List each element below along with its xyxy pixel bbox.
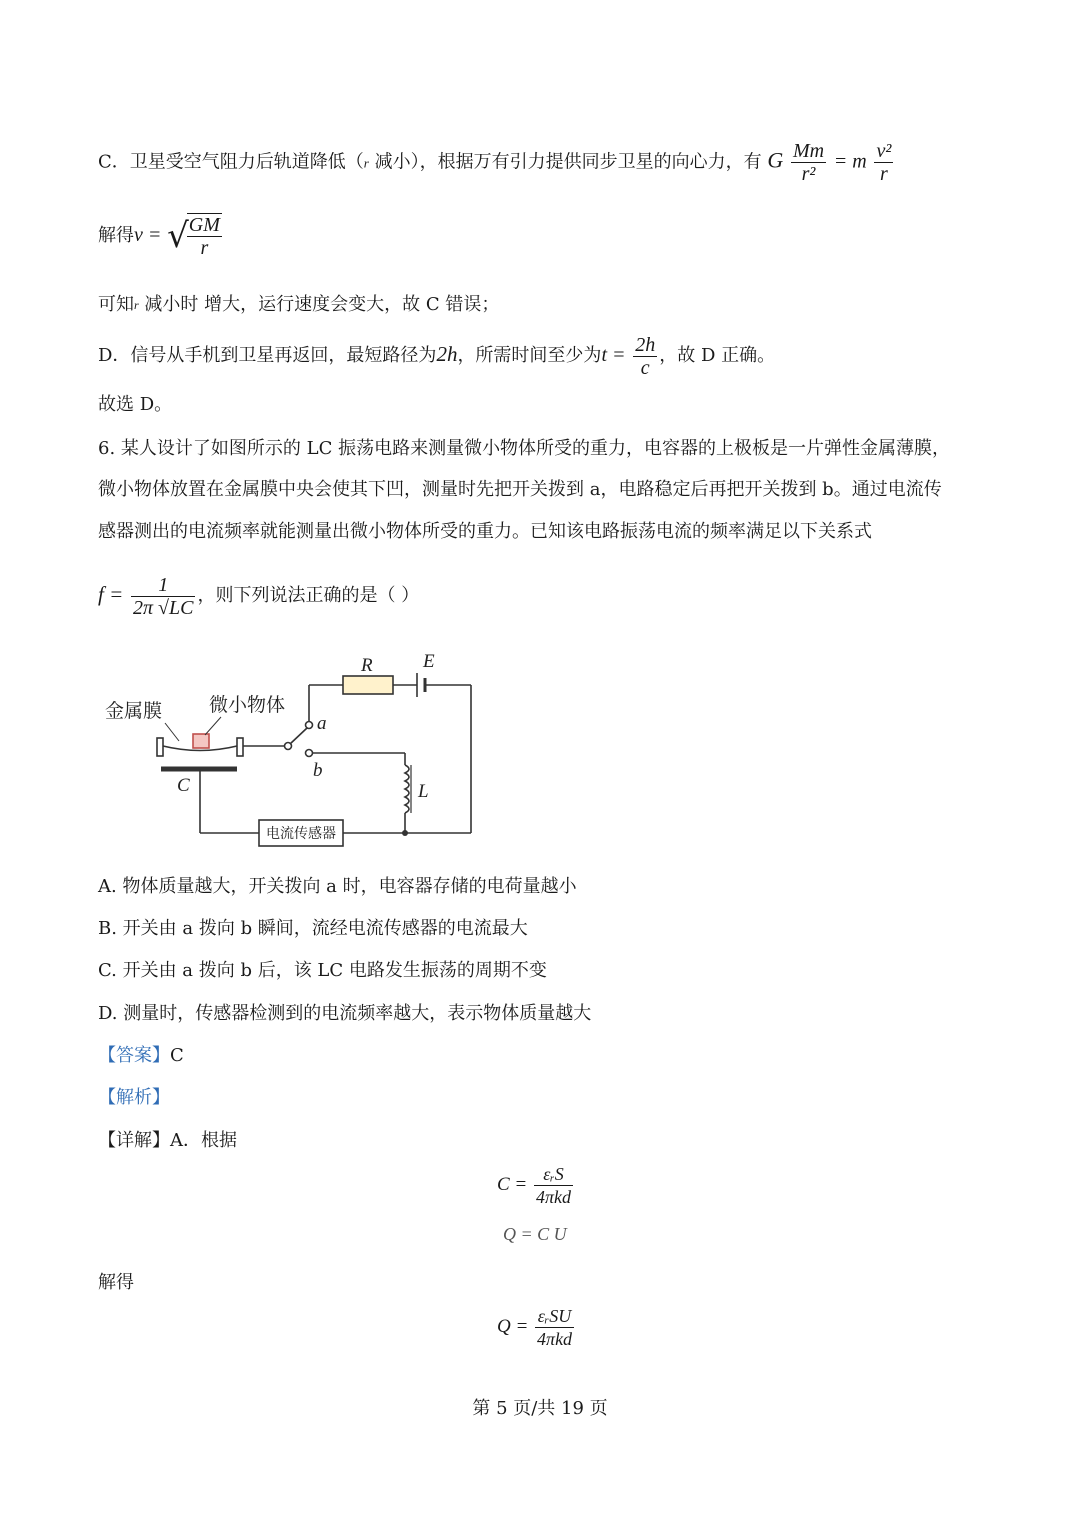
q5-c-r2: r² bbox=[801, 163, 816, 185]
small-object bbox=[193, 734, 209, 748]
q6-stem-2-text: 微小物体放置在金属膜中央会使其下凹，测量时先把开关拨到 a，电路稳定后再把开关拨到 b。通过电流传 bbox=[98, 479, 942, 500]
q5-c-frac1 bbox=[791, 140, 826, 185]
label-sensor: 电流传感器 bbox=[266, 825, 336, 841]
q6-stem-1 bbox=[98, 436, 950, 462]
q5-solve-v: v = bbox=[134, 224, 162, 246]
detail-label: 【详解】 bbox=[98, 1130, 170, 1151]
q6-formula-f: f = bbox=[98, 582, 124, 606]
label-E: E bbox=[423, 651, 435, 672]
q5-known-rest: 减小时 增大，运行速度会变大，故 C 错误； bbox=[138, 294, 500, 315]
q6-option-c-text: C. 开关由 a 拨向 b 后，该 LC 电路发生振荡的周期不变 bbox=[98, 960, 547, 981]
eq3-lhs: Q = bbox=[497, 1315, 529, 1337]
q6-formula-tail: ，则下列说法正确的是（ ） bbox=[197, 585, 420, 606]
label-object: 微小物体 bbox=[209, 695, 286, 716]
q5-solve bbox=[98, 213, 224, 259]
label-L: L bbox=[418, 781, 429, 802]
q6-detail bbox=[98, 1128, 237, 1154]
switch-contact-b bbox=[306, 750, 313, 757]
label-R: R bbox=[361, 655, 373, 676]
q5-c-mid: 减小），根据万有引力提供同步卫星的向心力，有 bbox=[368, 151, 762, 173]
q5-option-c bbox=[98, 140, 895, 185]
q5-known-prefix: 可知 bbox=[98, 294, 134, 315]
q5-c-G: G bbox=[767, 147, 784, 173]
q6-solve bbox=[98, 1270, 134, 1296]
eq3-num: εᵣSU bbox=[535, 1305, 574, 1328]
q5-c-r: r bbox=[363, 155, 369, 171]
film-right-clamp bbox=[237, 738, 243, 756]
q5-c-Mm: Mm bbox=[792, 140, 825, 162]
label-b: b bbox=[313, 760, 323, 781]
film-pointer bbox=[165, 723, 179, 741]
q6-option-d-text: D. 测量时，传感器检测到的电流频率越大，表示物体质量越大 bbox=[98, 1003, 592, 1024]
q5-d-mid: ，所需时间至少为 bbox=[457, 345, 602, 366]
switch-lever bbox=[290, 728, 307, 744]
q5-solve-r: r bbox=[200, 237, 209, 259]
q6-option-d bbox=[98, 1001, 591, 1027]
q5-choose bbox=[98, 392, 172, 418]
q5-solve-GM: GM bbox=[188, 214, 220, 236]
q6-option-b bbox=[98, 916, 528, 942]
q5-d-frac bbox=[633, 334, 657, 379]
eq1-num: εᵣS bbox=[534, 1163, 573, 1186]
q5-c-prefix: C．卫星受空气阻力后轨道降低（ bbox=[98, 151, 364, 173]
q6-analysis bbox=[98, 1085, 170, 1111]
inductor-coil bbox=[405, 765, 409, 813]
answer-label: 【答案】 bbox=[98, 1045, 170, 1066]
eq3-den: 4πkd bbox=[537, 1329, 573, 1349]
switch-contact-a bbox=[306, 722, 313, 729]
equation-charge-result bbox=[497, 1305, 576, 1350]
equation-charge bbox=[503, 1224, 567, 1245]
film-left-clamp bbox=[157, 738, 163, 756]
q5-d-end: ，故 D 正确。 bbox=[659, 345, 776, 366]
q5-option-d bbox=[98, 330, 775, 380]
equation-capacitance bbox=[497, 1163, 575, 1208]
answer-value: C bbox=[170, 1045, 184, 1066]
q5-solve-label: 解得 bbox=[98, 225, 134, 246]
q6-stem-3 bbox=[98, 519, 872, 545]
q5-c-eq: = m bbox=[833, 150, 867, 173]
q5-d-num: 2h bbox=[635, 333, 656, 356]
q5-known-r: r bbox=[134, 298, 139, 312]
q6-solve-label: 解得 bbox=[98, 1272, 134, 1293]
q5-d-t: t = bbox=[601, 344, 626, 366]
eq1-frac bbox=[534, 1163, 573, 1208]
q5-solve-frac bbox=[187, 213, 222, 259]
q6-answer bbox=[98, 1043, 184, 1069]
q6-formula-num: 1 bbox=[131, 574, 195, 597]
q6-stem-3-text: 感器测出的电流频率就能测量出微小物体所受的重力。已知该电路振荡电流的频率满足以下关系式 bbox=[98, 521, 872, 542]
q6-option-a-text: A. 物体质量越大，开关拨向 a 时，电容器存储的电荷量越小 bbox=[98, 876, 577, 897]
resistor-R bbox=[343, 676, 393, 694]
q6-formula-den: 2π √LC bbox=[133, 596, 194, 619]
q6-stem-1-text: 6. 某人设计了如图所示的 LC 振荡电路来测量微小物体所受的重力，电容器的上极板是一片弹性金属薄膜， bbox=[98, 438, 951, 459]
page-footer: 第 5 页/共 19 页 bbox=[472, 1398, 608, 1419]
q6-formula bbox=[98, 568, 419, 622]
label-a: a bbox=[317, 713, 327, 734]
q6-stem-2 bbox=[98, 477, 942, 503]
q5-d-prefix: D．信号从手机到卫星再返回，最短路径为 bbox=[98, 345, 437, 366]
object-pointer bbox=[205, 717, 221, 735]
q5-c-frac2 bbox=[874, 140, 893, 185]
eq2-text: Q = C U bbox=[503, 1224, 567, 1244]
analysis-label: 【解析】 bbox=[98, 1087, 170, 1108]
q6-option-c bbox=[98, 958, 547, 984]
q5-choose-text: 故选 D。 bbox=[98, 394, 173, 415]
q6-option-b-text: B. 开关由 a 拨向 b 瞬间，流经电流传感器的电流最大 bbox=[98, 918, 528, 939]
sqrt-icon: √ bbox=[167, 216, 189, 256]
q5-d-2h: 2h bbox=[436, 342, 458, 366]
q6-option-a bbox=[98, 874, 577, 900]
q5-c-r3: r bbox=[880, 163, 888, 185]
eq3-frac bbox=[535, 1305, 574, 1350]
q5-d-den: c bbox=[640, 356, 650, 379]
label-C: C bbox=[177, 775, 190, 796]
junction-dot bbox=[402, 830, 408, 836]
circuit-diagram bbox=[95, 645, 495, 855]
detail-text: A．根据 bbox=[170, 1130, 237, 1151]
eq1-lhs: C = bbox=[497, 1173, 528, 1195]
label-film: 金属膜 bbox=[105, 701, 163, 722]
q5-known bbox=[98, 292, 499, 318]
q6-formula-frac bbox=[131, 574, 195, 619]
eq1-den: 4πkd bbox=[536, 1187, 572, 1207]
q5-c-v2: v² bbox=[876, 140, 892, 162]
